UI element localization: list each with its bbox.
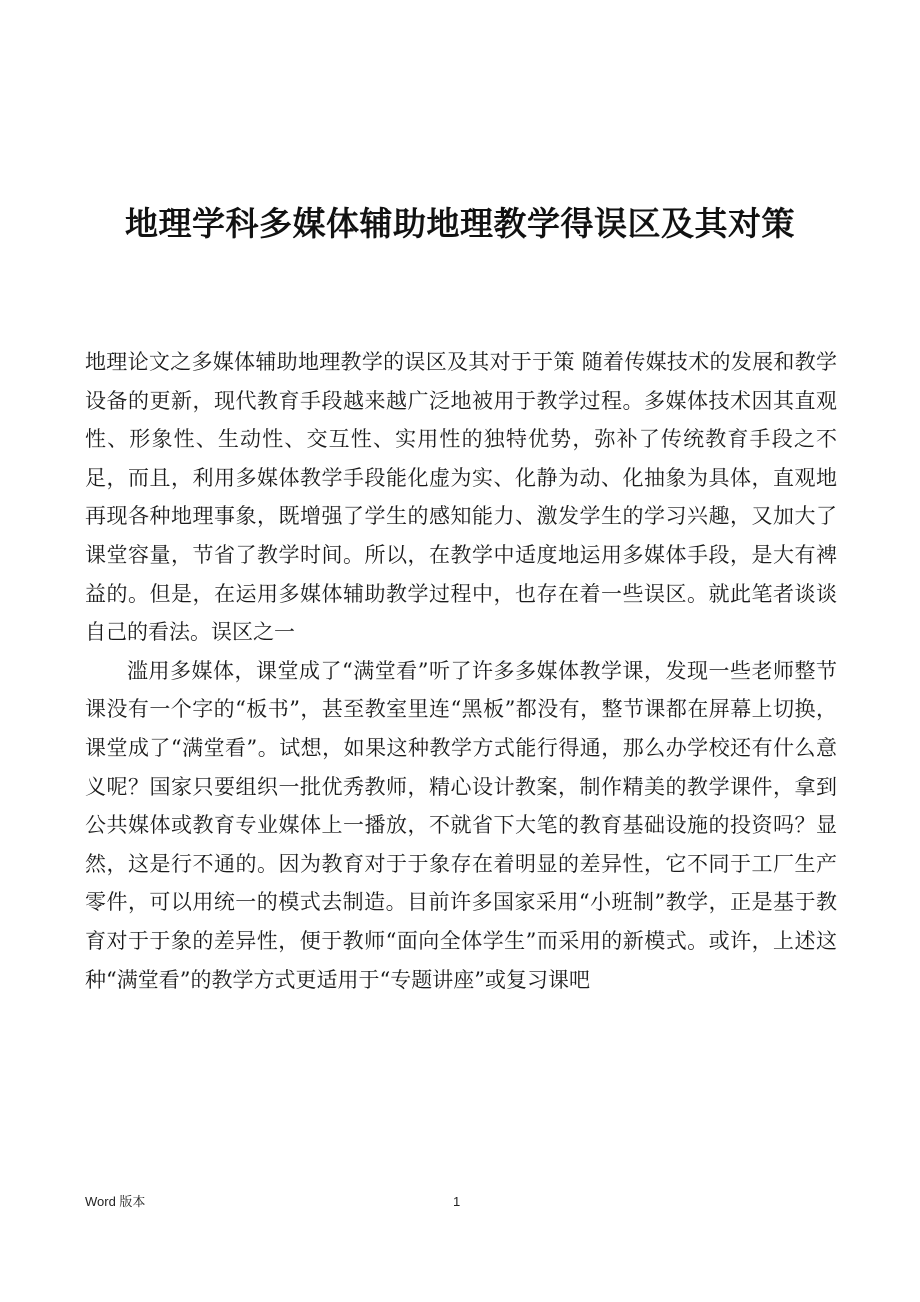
paragraph-intro: 地理论文之多媒体辅助地理教学的误区及其对于于策 随着传媒技术的发展和教学设备的更新，现代教育手段越来越广泛地被用于教学过程。多媒体技术因其直观性、形象性、生动性、交互性、实用性的独特优势，弥补了传统教育手段之不足，而且，利用多媒体教学手段能化虚为实、化静为动、化抽象为具体，直观地再现各种地理事象，既增强了学生的感知能力、激发学生的学习兴趣，又加大了课堂容量，节省了教学时间。所以，在教学中适度地运用多媒体手段，是大有裨益的。但是，在运用多媒体辅助教学过程中，也存在着一些误区。就此笔者谈谈自己的看法。误区之一: [85, 350, 837, 645]
document-title: 地理学科多媒体辅助地理教学得误区及其对策: [125, 204, 795, 243]
document-body: [85, 343, 837, 999]
paragraph-misconception-one: 滥用多媒体，课堂成了“满堂看”听了许多多媒体教学课，发现一些老师整节课没有一个字的“板书”，甚至教室里连“黑板”都没有，整节课都在屏幕上切换，课堂成了“满堂看”。试想，如果这种教学方式能行得通，那么办学校还有什么意义呢？国家只要组织一批优秀教师，精心设计教案，制作精美的教学课件，拿到公共媒体或教育专业媒体上一播放，不就省下大笔的教育基础设施的投资吗？显然，这是行不通的。因为教育对于于象存在着明显的差异性，它不同于工厂生产零件，可以用统一的模式去制造。目前许多国家采用“小班制”教学，正是基于教育对于于象的差异性，便于教师“面向全体学生”而采用的新模式。或许，上述这种“满堂看”的教学方式更适用于“专题讲座”或复习课吧: [85, 658, 837, 992]
footer-version-label: Word 版本: [85, 1194, 146, 1209]
footer-page-number: 1: [453, 1194, 461, 1209]
